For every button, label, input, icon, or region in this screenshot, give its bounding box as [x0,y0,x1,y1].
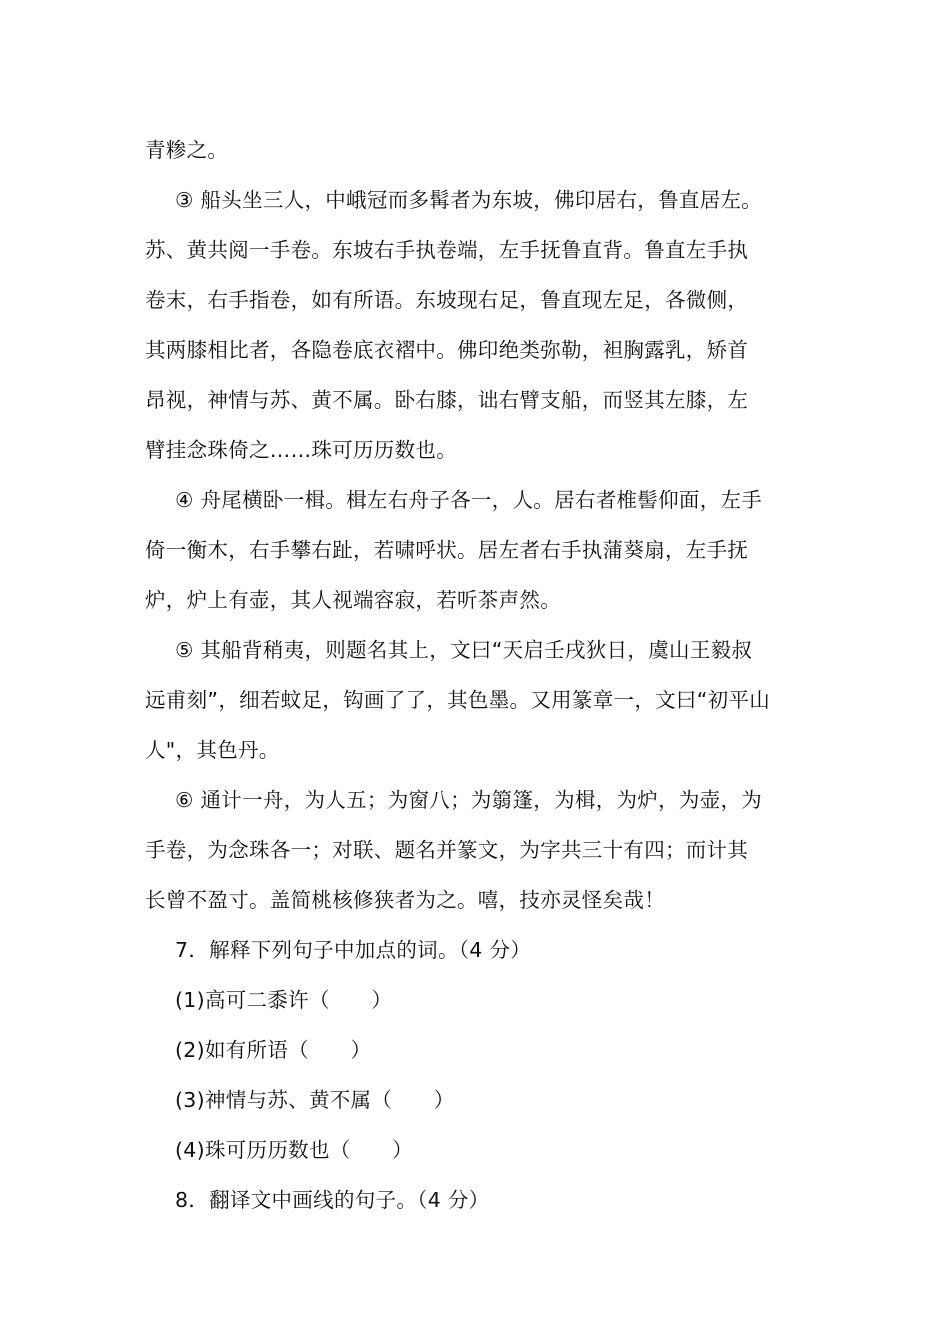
paragraph-6-line-3: 长曾不盈寸。盖简桃核修狭者为之。嘻，技亦灵怪矣哉！ [145,888,665,912]
paragraph-4-line-2: 倚一衡木，右手攀右趾，若啸呼状。居左者右手执蒲葵扇，左手抚 [145,538,749,562]
question-7: 7．解释下列句子中加点的词。（4 分） [175,938,532,962]
paragraph-5-line-1: ⑤ 其船背稍夷，则题名其上，文曰“天启壬戌狄日，虞山王毅叔 [175,638,753,662]
question-7-item-1: (1)高可二黍许（ ） [175,988,393,1012]
question-7-item-3: (3)神情与苏、黄不属（ ） [175,1088,455,1112]
paragraph-3-line-3: 卷末，右手指卷，如有所语。东坡现右足，鲁直现左足，各微侧， [145,288,749,312]
question-7-item-2: (2)如有所语（ ） [175,1038,372,1062]
paragraph-4-line-1: ④ 舟尾横卧一楫。楫左右舟子各一，人。居右者椎髻仰面，左手 [175,488,763,512]
paragraph-5-line-2: 远甫刻”，细若蚊足，钩画了了，其色墨。又用篆章一，文曰“初平山 [145,688,771,712]
document-page [145,125,810,1225]
question-8: 8．翻译文中画线的句子。（4 分） [175,1188,490,1212]
paragraph-6-line-2: 手卷，为念珠各一；对联、题名并篆文，为字共三十有四；而计其 [145,838,749,862]
paragraph-3-line-1: ③ 船头坐三人，中峨冠而多髯者为东坡，佛印居右，鲁直居左。 [175,188,763,212]
paragraph-3-line-2: 苏、黄共阅一手卷。东坡右手执卷端，左手抚鲁直背。鲁直左手执 [145,238,749,262]
paragraph-4-line-3: 炉，炉上有壶，其人视端容寂，若听茶声然。 [145,588,561,612]
question-7-item-4: (4)珠可历历数也（ ） [175,1138,413,1162]
paragraph-6-line-1: ⑥ 通计一舟，为人五；为窗八；为篛篷，为楫，为炉，为壶，为 [175,788,763,812]
paragraph-3-line-5: 昂视，神情与苏、黄不属。卧右膝，诎右臂支船，而竖其左膝，左 [145,388,749,412]
text-line-1: 青糁之。 [145,138,229,162]
paragraph-3-line-6: 臂挂念珠倚之……珠可历历数也。 [145,438,457,462]
paragraph-3-line-4: 其两膝相比者，各隐卷底衣褶中。佛印绝类弥勒，袒胸露乳，矫首 [145,338,749,362]
paragraph-5-line-3: 人"，其色丹。 [145,738,280,762]
